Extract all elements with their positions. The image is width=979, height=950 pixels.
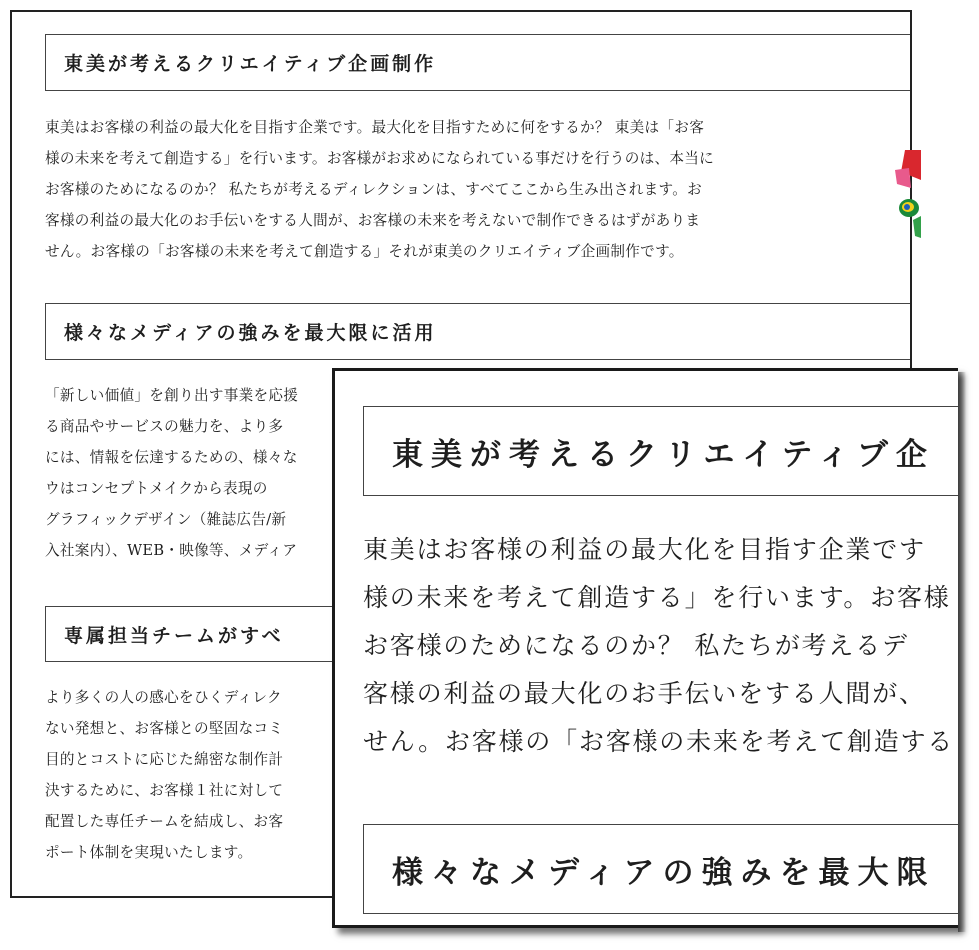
section-heading-creative: 東美が考えるクリエイティブ企画制作 [45,34,912,91]
body-line: 東美はお客様の利益の最大化を目指す企業です。最大化を目指すために何をするか？ 東美は「お客 [45,119,705,136]
body-line: グラフィックデザイン（雑誌広告/新 [45,511,287,528]
section-body-team [45,682,345,868]
body-line: る商品やサービスの魅力を、より多 [45,418,284,435]
body-line: お客様のためになるのか？ 私たちが考えるデ [363,631,909,660]
body-line: 客様の利益の最大化のお手伝いをする人間が、 [363,679,926,708]
body-line: せん。お客様の「お客様の未来を考えて創造する」それが東美のクリエイティブ企画制作です。 [45,243,684,260]
body-line: せん。お客様の「お客様の未来を考えて創造する [363,727,955,756]
magnified-body [363,526,958,766]
body-line: 客様の利益の最大化のお手伝いをする人間が、お客様の未来を考えないで制作できるはずがありま [45,212,701,229]
body-line: 配置した専任チームを結成し、お客 [45,813,284,830]
magnified-card [332,368,958,928]
body-line: 入社案内）、WEB・映像等、メディア [45,542,298,559]
body-line: 様の未来を考えて創造する」を行います。お客様 [363,583,951,612]
magnified-heading-creative: 東美が考えるクリエイティブ企 [363,406,958,496]
section-body-media [45,380,345,566]
body-line: 決するために、お客様１社に対して [45,782,284,799]
body-line: ポート体制を実現いたします。 [45,844,253,861]
body-line: 東美はお客様の利益の最大化を目指す企業です [363,535,926,564]
card-shadow [958,372,966,932]
magnified-heading-media: 様々なメディアの強みを最大限 [363,824,958,914]
body-line: 目的とコストに応じた綿密な制作計 [45,751,284,768]
body-line: 「新しい価値」を創り出す事業を応援 [45,387,299,404]
body-line: には、情報を伝達するための、様々な [45,449,298,466]
body-line: お客様のためになるのか？ 私たちが考えるディレクションは、すべてここから生み出されます。お [45,181,703,198]
body-line: 様の未来を考えて創造する」を行います。お客様がお求めになられている事だけを行うのは、本当に [45,150,715,167]
section-heading-team: 専属担当チームがすべ [45,606,345,662]
body-line: ウはコンセプトメイクから表現の [45,480,268,497]
section-heading-media: 様々なメディアの強みを最大限に活用 [45,303,912,360]
decorative-graphic-icon [895,150,921,240]
body-line: より多くの人の感心をひくディレク [45,689,282,706]
body-line: ない発想と、お客様との堅固なコミ [45,720,284,737]
section-body-creative [45,112,865,267]
